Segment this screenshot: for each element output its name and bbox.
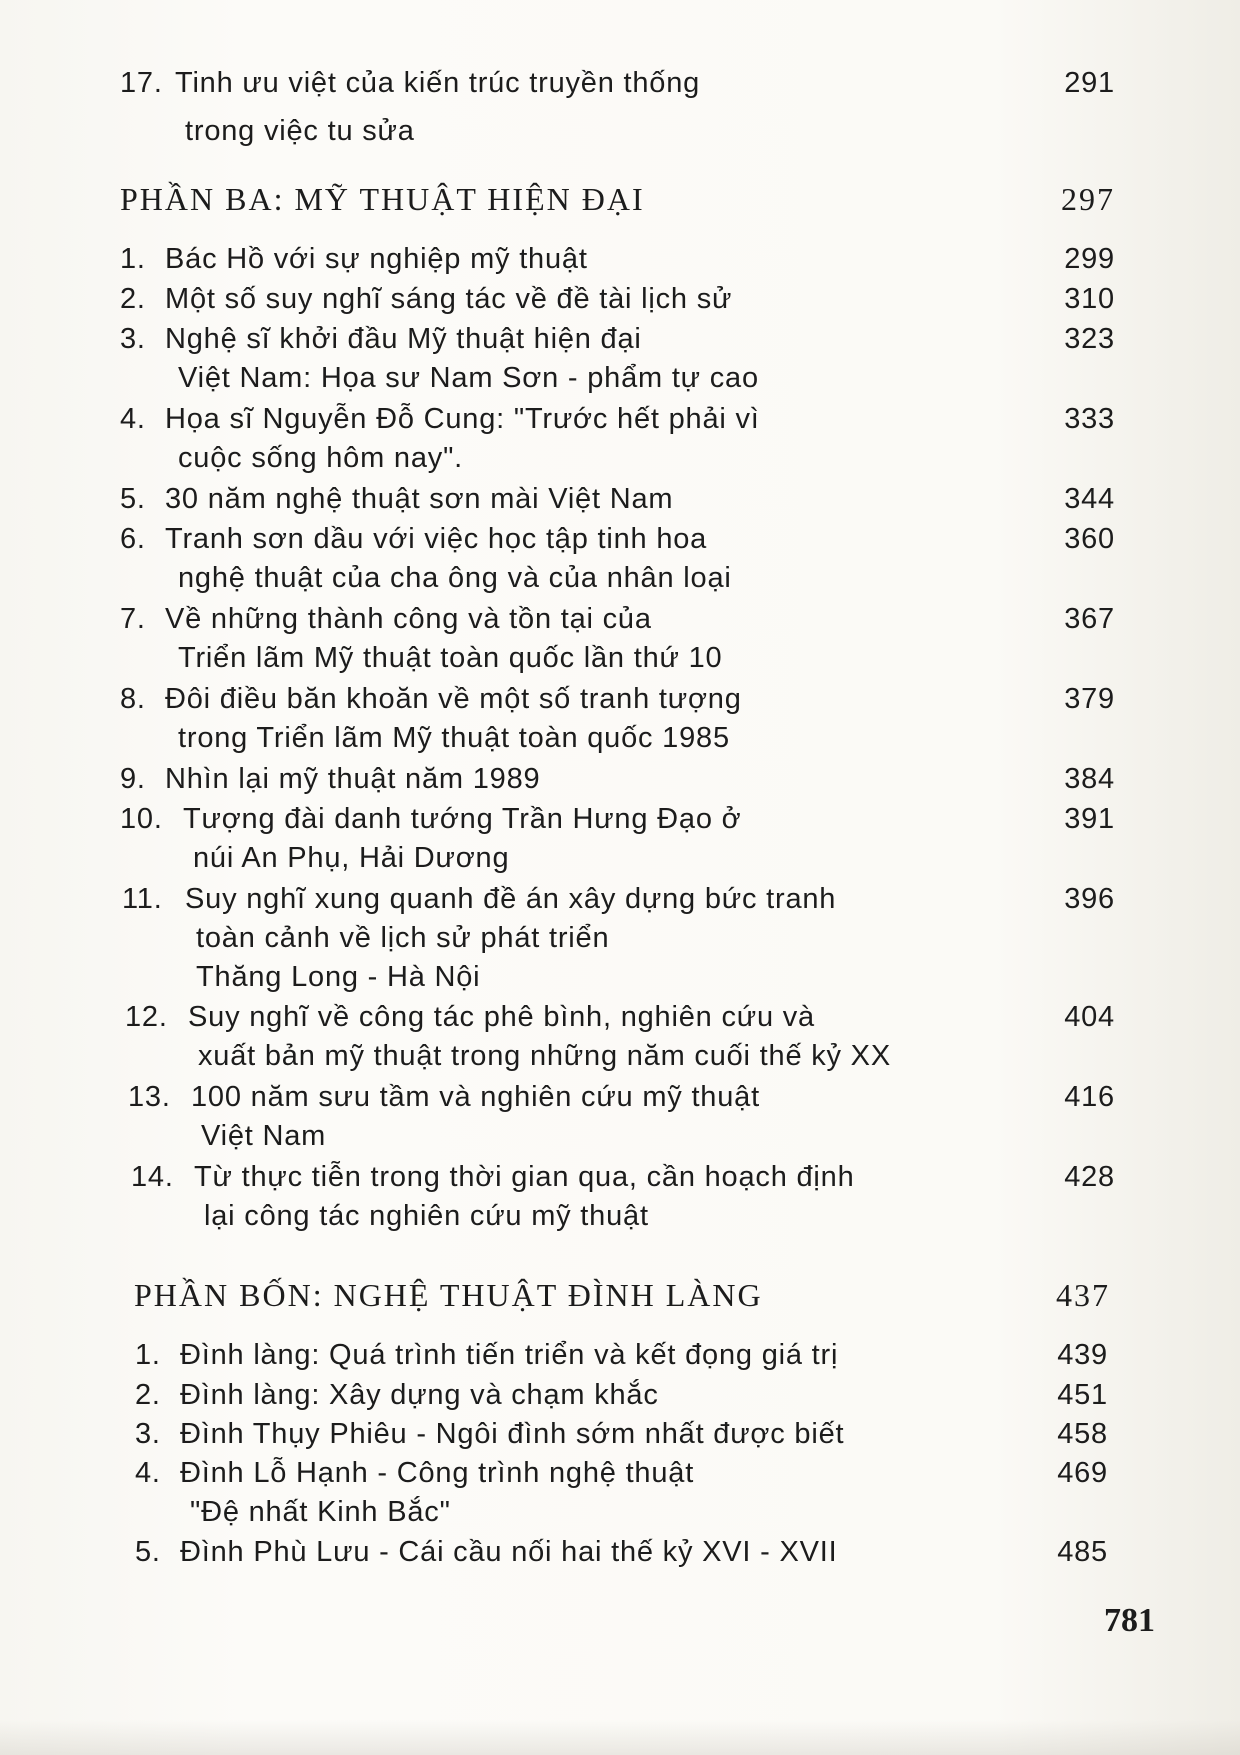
toc-entry-page: 379 xyxy=(1064,683,1115,715)
toc-entry-number: 2. xyxy=(135,1379,161,1411)
toc-entry-continuation: Việt Nam xyxy=(201,1120,327,1152)
section-page: 437 xyxy=(1056,1277,1110,1313)
toc-entry-continuation: Thăng Long - Hà Nội xyxy=(196,961,481,993)
toc-entry-continuation: "Đệ nhất Kinh Bắc" xyxy=(190,1496,451,1528)
toc-entry-page: 469 xyxy=(1057,1457,1108,1489)
toc-entry-number: 1. xyxy=(135,1339,161,1371)
page-edge-shadow xyxy=(0,1720,1240,1755)
toc-entry-page: 416 xyxy=(1064,1081,1115,1113)
toc-entry-page: 310 xyxy=(1064,283,1115,315)
toc-entry-number: 4. xyxy=(120,403,146,435)
toc-entry-title: Đình Thụy Phiêu - Ngôi đình sớm nhất được biết xyxy=(180,1418,845,1450)
toc-entry-page: 451 xyxy=(1057,1379,1108,1411)
toc-entry-number: 3. xyxy=(120,323,146,355)
toc-entry-continuation: núi An Phụ, Hải Dương xyxy=(193,842,510,874)
toc-entry-page: 404 xyxy=(1064,1001,1115,1033)
toc-entry-number: 5. xyxy=(135,1536,161,1568)
toc-entry-continuation: Triển lãm Mỹ thuật toàn quốc lần thứ 10 xyxy=(178,642,723,674)
section-title: PHẦN BA: MỸ THUẬT HIỆN ĐẠI xyxy=(120,181,645,217)
toc-entry-page: 485 xyxy=(1057,1536,1108,1568)
section-title: PHẦN BỐN: NGHỆ THUẬT ĐÌNH LÀNG xyxy=(134,1277,763,1313)
toc-entry-number: 2. xyxy=(120,283,146,315)
toc-entry-number: 1. xyxy=(120,243,146,275)
section-page: 297 xyxy=(1061,181,1115,217)
toc-entry-continuation: xuất bản mỹ thuật trong những năm cuối thế kỷ XX xyxy=(198,1040,891,1072)
toc-entry-continuation: toàn cảnh về lịch sử phát triển xyxy=(196,922,610,954)
toc-entry-title: Đình Phù Lưu - Cái cầu nối hai thế kỷ XVI - XVII xyxy=(180,1536,838,1568)
toc-entry-number: 17. xyxy=(120,67,163,99)
toc-entry-page: 391 xyxy=(1064,803,1115,835)
toc-entry-number: 12. xyxy=(125,1001,168,1033)
toc-entry-continuation: Việt Nam: Họa sư Nam Sơn - phẩm tự cao xyxy=(178,362,759,394)
toc-entry-page: 344 xyxy=(1064,483,1115,515)
toc-entry-number: 7. xyxy=(120,603,146,635)
toc-entry-title: Đình Lỗ Hạnh - Công trình nghệ thuật xyxy=(180,1457,695,1489)
toc-entry-title: Một số suy nghĩ sáng tác về đề tài lịch sử xyxy=(165,283,733,315)
toc-entry-title: Suy nghĩ xung quanh đề án xây dựng bức tranh xyxy=(185,883,837,915)
toc-entry-page: 439 xyxy=(1057,1339,1108,1371)
toc-entry-page: 323 xyxy=(1064,323,1115,355)
toc-entry-number: 10. xyxy=(120,803,163,835)
toc-entry-page: 396 xyxy=(1064,883,1115,915)
toc-entry-continuation: lại công tác nghiên cứu mỹ thuật xyxy=(204,1200,649,1232)
toc-entry-title: Tinh ưu việt của kiến trúc truyền thống xyxy=(175,67,701,99)
toc-entry-title: Đình làng: Xây dựng và chạm khắc xyxy=(180,1379,659,1411)
toc-entry-continuation: nghệ thuật của cha ông và của nhân loại xyxy=(178,562,732,594)
toc-entry-number: 9. xyxy=(120,763,146,795)
toc-entry-title: Đôi điều băn khoăn về một số tranh tượng xyxy=(165,683,742,715)
toc-entry-number: 4. xyxy=(135,1457,161,1489)
toc-entry-title: Nghệ sĩ khởi đầu Mỹ thuật hiện đại xyxy=(165,323,642,355)
toc-entry-title: Về những thành công và tồn tại của xyxy=(165,603,652,635)
toc-entry-number: 6. xyxy=(120,523,146,555)
toc-entry-number: 3. xyxy=(135,1418,161,1450)
toc-entry-page: 367 xyxy=(1064,603,1115,635)
toc-entry-title: Từ thực tiễn trong thời gian qua, cần hoạch định xyxy=(194,1161,855,1193)
toc-entry-continuation: cuộc sống hôm nay". xyxy=(178,442,464,474)
toc-entry-continuation: trong Triển lãm Mỹ thuật toàn quốc 1985 xyxy=(178,722,730,754)
page-number: 781 xyxy=(1104,1602,1155,1639)
toc-entry-number: 14. xyxy=(131,1161,174,1193)
toc-entry-page: 360 xyxy=(1064,523,1115,555)
toc-entry-number: 8. xyxy=(120,683,146,715)
toc-entry-page: 291 xyxy=(1064,67,1115,99)
toc-entry-title: 30 năm nghệ thuật sơn mài Việt Nam xyxy=(165,483,674,515)
toc-entry-page: 384 xyxy=(1064,763,1115,795)
toc-entry-page: 428 xyxy=(1064,1161,1115,1193)
toc-entry-page: 299 xyxy=(1064,243,1115,275)
toc-entry-number: 5. xyxy=(120,483,146,515)
toc-entry-title: Đình làng: Quá trình tiến triển và kết đọng giá trị xyxy=(180,1339,839,1371)
toc-entry-title: Tranh sơn dầu với việc học tập tinh hoa xyxy=(165,523,708,555)
toc-entry-continuation: trong việc tu sửa xyxy=(185,115,415,147)
toc-entry-title: Họa sĩ Nguyễn Đỗ Cung: "Trước hết phải vì xyxy=(165,403,760,435)
toc-entry-title: Suy nghĩ về công tác phê bình, nghiên cứu và xyxy=(188,1001,815,1033)
toc-entry-title: Bác Hồ với sự nghiệp mỹ thuật xyxy=(165,243,588,275)
toc-entry-title: 100 năm sưu tầm và nghiên cứu mỹ thuật xyxy=(191,1081,760,1113)
toc-entry-number: 11. xyxy=(122,883,163,915)
toc-entry-page: 333 xyxy=(1064,403,1115,435)
toc-entry-title: Tượng đài danh tướng Trần Hưng Đạo ở xyxy=(183,803,742,835)
toc-entry-page: 458 xyxy=(1057,1418,1108,1450)
toc-entry-title: Nhìn lại mỹ thuật năm 1989 xyxy=(165,763,541,795)
toc-entry-number: 13. xyxy=(128,1081,171,1113)
